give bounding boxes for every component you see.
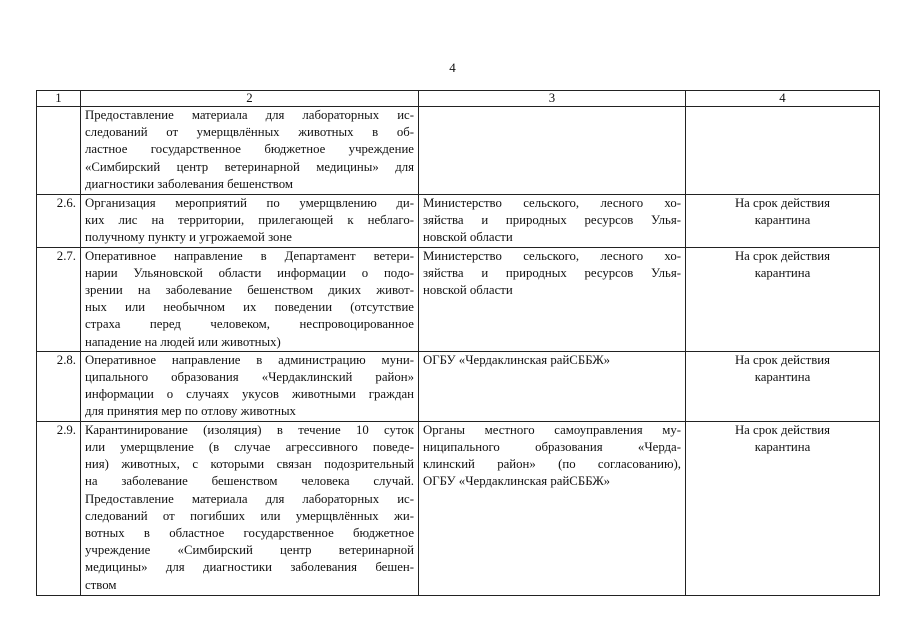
responsible-cell bbox=[419, 351, 686, 421]
header-col-3: 3 bbox=[419, 91, 686, 107]
text-line: Карантинирование (изоляция) в течение 10 суток bbox=[85, 422, 414, 437]
text-line: карантина bbox=[754, 265, 811, 280]
text-line: зрении на заболевание бешенством диких живот- bbox=[85, 283, 414, 298]
row-number: 2.6. bbox=[37, 195, 81, 248]
text-line: Министерство сельского, лесного хо- bbox=[423, 196, 681, 210]
action-cell bbox=[81, 247, 419, 351]
row-number: 2.7. bbox=[37, 247, 81, 351]
text-line: новской области bbox=[423, 230, 513, 245]
text-line: следований от погибших или умерщвлённых жи- bbox=[85, 508, 414, 523]
term-cell bbox=[686, 195, 880, 248]
term-cell bbox=[686, 247, 880, 351]
header-row bbox=[37, 91, 880, 107]
term-cell bbox=[686, 421, 880, 595]
text-line: «Симбирский центр ветеринарной медицины» для bbox=[85, 159, 414, 174]
responsible-cell bbox=[419, 421, 686, 595]
text-line: ОГБУ «Чердаклинская райСББЖ» bbox=[423, 474, 611, 489]
text-line: карантина bbox=[754, 213, 811, 228]
responsible-cell bbox=[419, 195, 686, 248]
text-line: ния) животных, с которыми связан подозрительный bbox=[85, 457, 414, 472]
table-row bbox=[37, 195, 880, 248]
text-line: новской области bbox=[423, 283, 513, 298]
responsible-cell bbox=[419, 107, 686, 195]
text-line: ципального образования «Чердаклинский район» bbox=[85, 370, 414, 385]
text-line: нарии Ульяновской области информации о подо- bbox=[85, 265, 414, 280]
action-cell bbox=[81, 107, 419, 195]
header-col-4: 4 bbox=[686, 91, 880, 107]
text-line: страха перед человеком, неспровоцированное bbox=[85, 317, 414, 332]
table-row bbox=[37, 107, 880, 195]
term-cell bbox=[686, 351, 880, 421]
text-line: Организация мероприятий по умерщвлению ди- bbox=[85, 196, 414, 210]
text-line: или умерщвление (в случае агрессивного поведе- bbox=[85, 440, 414, 455]
text-line: На срок действия bbox=[734, 196, 831, 210]
action-cell bbox=[81, 195, 419, 248]
row-number: 2.9. bbox=[37, 421, 81, 595]
table-row bbox=[37, 351, 880, 421]
action-cell bbox=[81, 421, 419, 595]
text-line: Предоставление материала для лабораторных ис- bbox=[85, 491, 414, 506]
text-line: клинский район» (по согласованию), bbox=[423, 457, 681, 472]
text-line: диагностики заболевания бешенством bbox=[85, 176, 293, 191]
text-line: на заболевание бешенством человека случай. bbox=[85, 474, 414, 489]
text-line: учреждение «Симбирский центр ветеринарной bbox=[85, 543, 414, 558]
text-line: На срок действия bbox=[734, 352, 831, 367]
text-line: ОГБУ «Чердаклинская райСББЖ» bbox=[423, 352, 611, 367]
table-row bbox=[37, 247, 880, 351]
text-line: ством bbox=[85, 577, 117, 592]
text-line: информации о случаях укусов животными граждан bbox=[85, 387, 414, 402]
row-number: 2.8. bbox=[37, 351, 81, 421]
measures-table bbox=[36, 90, 880, 596]
text-line: ластное государственное бюджетное учреждение bbox=[85, 142, 414, 157]
text-line: зяйства и природных ресурсов Улья- bbox=[423, 213, 681, 228]
text-line: Предоставление материала для лабораторных ис- bbox=[85, 108, 414, 122]
responsible-cell bbox=[419, 247, 686, 351]
text-line: нападение на людей или животных) bbox=[85, 334, 281, 349]
row-number bbox=[37, 107, 81, 195]
action-cell bbox=[81, 351, 419, 421]
text-line: Органы местного самоуправления му- bbox=[423, 422, 681, 437]
text-line: На срок действия bbox=[734, 422, 831, 437]
text-line: ных или необычном их поведении (отсутствие bbox=[85, 300, 414, 315]
text-line: медицины» для диагностики заболевания бешен- bbox=[85, 560, 414, 575]
text-line: следований от умерщвлённых животных в об- bbox=[85, 125, 414, 140]
page-number: 4 bbox=[449, 60, 456, 75]
table-row bbox=[37, 421, 880, 595]
header-col-1: 1 bbox=[37, 91, 81, 107]
text-line: получному пункту и угрожаемой зоне bbox=[85, 230, 292, 245]
text-line: карантина bbox=[754, 370, 811, 385]
text-line: Министерство сельского, лесного хо- bbox=[423, 248, 681, 263]
header-col-2: 2 bbox=[81, 91, 419, 107]
text-line: вотных в областное государственное бюджетное bbox=[85, 526, 414, 541]
text-line: ниципального образования «Черда- bbox=[423, 440, 681, 455]
text-line: для принятия мер по отлову животных bbox=[85, 404, 296, 419]
term-cell bbox=[686, 107, 880, 195]
text-line: карантина bbox=[754, 440, 811, 455]
text-line: Оперативное направление в администрацию муни- bbox=[85, 352, 414, 367]
text-line: ких лис на территории, прилегающей к неблаго- bbox=[85, 213, 414, 228]
text-line: зяйства и природных ресурсов Улья- bbox=[423, 265, 681, 280]
text-line: Оперативное направление в Департамент ветери- bbox=[85, 248, 414, 263]
text-line: На срок действия bbox=[734, 248, 831, 263]
